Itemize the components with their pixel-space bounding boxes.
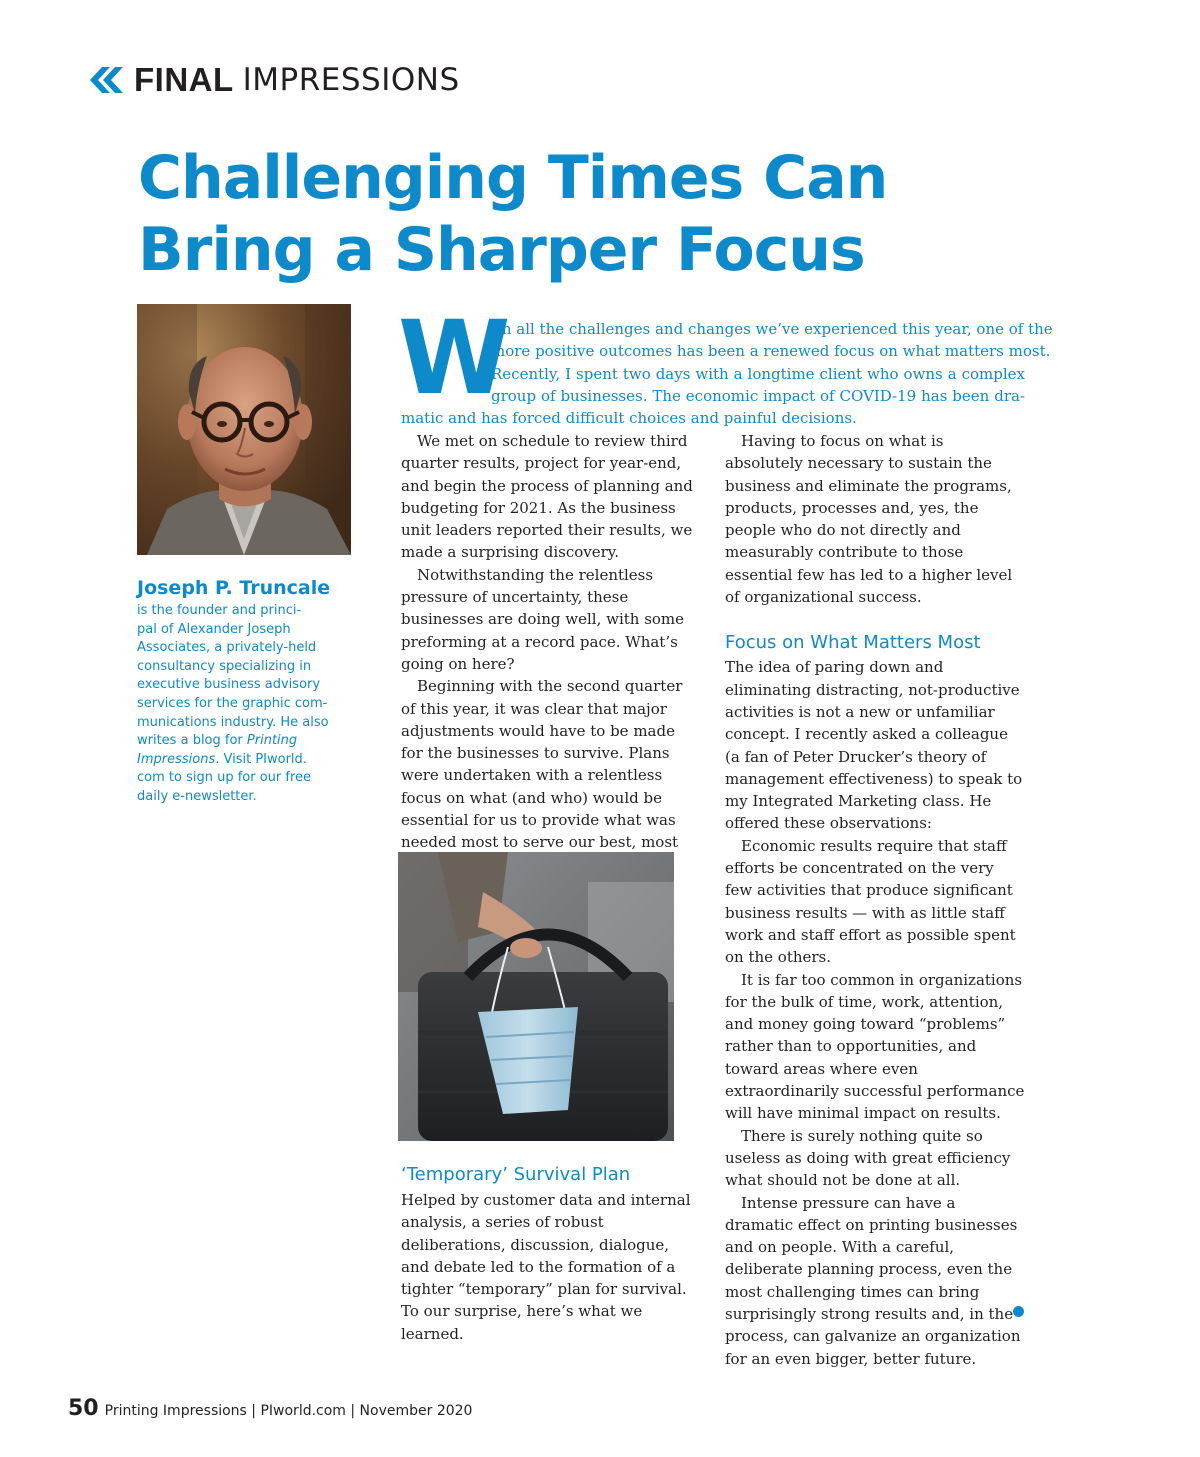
- section-title-bold: FINAL: [134, 61, 234, 98]
- page-footer: [68, 1396, 472, 1421]
- body-column-left-lower: [401, 1189, 691, 1345]
- bio-line: com to sign up for our free: [137, 770, 312, 786]
- bio-line: is the founder and princi-: [137, 603, 302, 618]
- headline-line-2: Bring a Sharper Focus: [138, 215, 865, 285]
- intro-line: Recently, I spent two days with a longtime client who owns a complex: [491, 365, 1025, 383]
- end-mark-icon: [1013, 1306, 1024, 1317]
- intro-line: matic and has forced difficult choices and painful decisions.: [401, 409, 857, 427]
- section-header: [88, 58, 460, 102]
- bio-line: services for the graphic com-: [137, 695, 328, 711]
- body-paragraph: There is surely nothing quite so useless as doing with great efficiency what should not be done at all.: [725, 1126, 1011, 1190]
- body-paragraph: Having to focus on what is absolutely necessary to sustain the business and eliminate the programs, products, processes and, yes, the people who do not directly and measurably contribute to those essential few has led to a higher level of organizational success.: [725, 432, 1013, 607]
- drop-cap: W: [398, 299, 505, 418]
- body-paragraph: Notwithstanding the relentless pressure of uncertainty, these businesses are doing well, with some preforming at a record pace. What’s going on here?: [401, 565, 685, 673]
- bio-line: daily e-newsletter.: [137, 788, 257, 804]
- author-photo: [137, 304, 351, 555]
- author-bio: [137, 602, 342, 807]
- bio-line: consultancy specializing in: [137, 658, 312, 674]
- intro-line: group of businesses. The economic impact of COVID-19 has been dra-: [491, 387, 1025, 405]
- subhead-focus-on-what-matters-most: Focus on What Matters Most: [725, 632, 981, 654]
- body-paragraph: We met on schedule to review third quarter results, project for year-end, and begin the process of planning and budgeting for 2021. As the business unit leaders reported their results, we made a surprising discovery.: [401, 432, 693, 562]
- headline-line-1: Challenging Times Can: [138, 143, 888, 213]
- body-paragraph: Intense pressure can have a dramatic effect on printing businesses and on people. With a careful, deliberate planning process, even the most challenging times can bring surprisingly strong results and, in the process, can galvanize an organization for an even bigger, better future.: [725, 1193, 1021, 1368]
- bio-text: writes a blog for: [137, 733, 247, 749]
- body-paragraph: It is far too common in organizations for the bulk of time, work, attention, and money going toward “problems” rather than to opportunities, and toward areas where even extraordinarily successful performance will have minimal impact on results.: [725, 970, 1025, 1123]
- bio-line: executive business advisory: [137, 677, 321, 693]
- blog-name: Impressions: [137, 751, 216, 767]
- section-title-light: IMPRESSIONS: [242, 62, 460, 98]
- subhead-temporary-survival-plan: ‘Temporary’ Survival Plan: [401, 1164, 631, 1185]
- intro-line: ith all the challenges and changes we’ve experienced this year, one of the: [491, 320, 1053, 338]
- bio-line: munications industry. He also: [137, 714, 329, 730]
- blog-name: Printing: [246, 733, 298, 749]
- bio-line: [137, 751, 342, 770]
- author-name: Joseph P. Truncale: [137, 577, 331, 599]
- footer-publication: Printing Impressions | PIworld.com | November 2020: [104, 1403, 473, 1419]
- bio-line: Associates, a privately-held: [137, 640, 317, 656]
- page-number: 50: [68, 1396, 99, 1421]
- body-paragraph: Beginning with the second quarter of this year, it was clear that major adjustments would have to be made for the businesses to survive. Plans were undertaken with a relentless focus on what (and who) would be essential for us to provide what was needed most to serve our best, most: [401, 677, 683, 852]
- intro-line: more positive outcomes has been a renewed focus on what matters most.: [491, 342, 1051, 360]
- body-paragraph: Helped by customer data and internal analysis, a series of robust deliberations, discussion, dialogue, and debate led to the formation of a tighter “temporary” plan for survival. To our surprise, here’s what we learned.: [401, 1191, 691, 1343]
- body-paragraph: Economic results require that staff efforts be concentrated on the very few activities that produce significant business results — with as little staff work and staff effort as possible spent on the others.: [725, 836, 1016, 967]
- double-chevron-left-icon: [88, 65, 124, 95]
- bio-line: pal of Alexander Joseph: [137, 621, 291, 637]
- body-column-right: [725, 430, 1025, 1370]
- bio-line: [137, 732, 342, 751]
- headline: [138, 142, 1038, 286]
- mask-photo: [398, 852, 674, 1141]
- body-paragraph: The idea of paring down and eliminating distracting, not-productive activities is not a new or unfamiliar concept. I recently asked a colleague (a fan of Peter Drucker’s theory of management effectiveness) to speak to my Integrated Marketing class. He offered these observations:: [725, 658, 1023, 833]
- bio-text: . Visit PIworld.: [215, 751, 307, 767]
- body-column-left: [401, 430, 696, 876]
